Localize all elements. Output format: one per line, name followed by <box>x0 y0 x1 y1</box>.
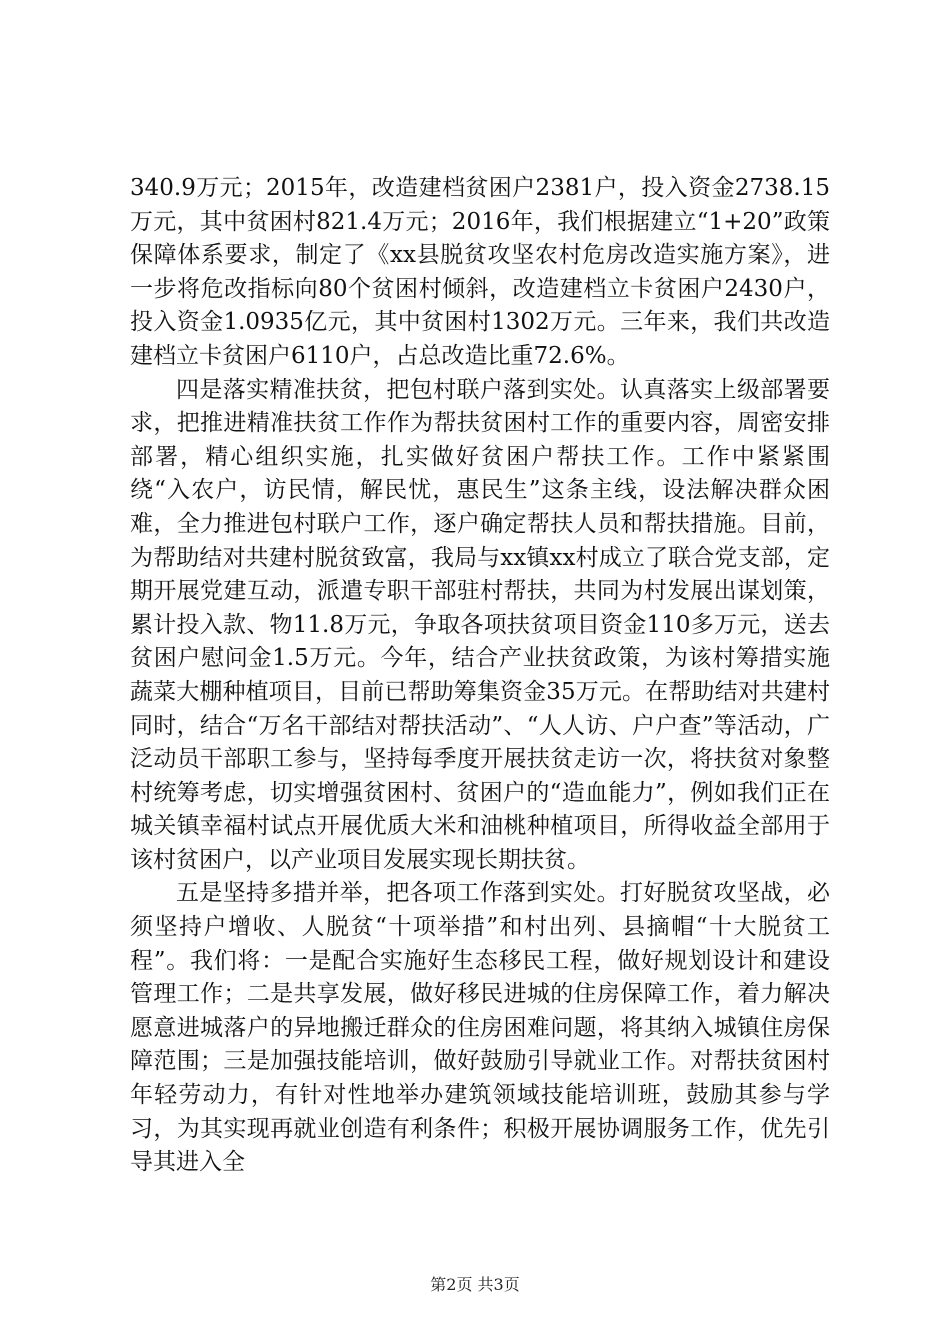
paragraph-precise-poverty-alleviation: 四是落实精准扶贫，把包村联户落到实处。认真落实上级部署要求，把推进精准扶贫工作作为帮扶贫困村工作的重要内容，周密安排部署，精心组织实施，扎实做好贫困户帮扶工作。工作中紧紧围绕“入农户，访民情，解民忧，惠民生”这条主线，设法解决群众困难，全力推进包村联户工作，逐户确定帮扶人员和帮扶措施。目前，为帮助结对共建村脱贫致富，我局与xx镇xx村成立了联合党支部，定期开展党建互动，派遣专职干部驻村帮扶，共同为村发展出谋划策，累计投入款、物11.8万元，争取各项扶贫项目资金110多万元，送去贫困户慰问金1.5万元。今年，结合产业扶贫政策，为该村筹措实施蔬菜大棚种植项目，目前已帮助筹集资金35万元。在帮助结对共建村同时，结合“万名干部结对帮扶活动”、“人人访、户户查”等活动，广泛动员干部职工参与，坚持每季度开展扶贫走访一次，将扶贫对象整村统筹考虑，切实增强贫困村、贫困户的“造血能力”，例如我们正在城关镇幸福村试点开展优质大米和油桃种植项目，所得收益全部用于该村贫困户，以产业项目发展实现长期扶贫。 <box>130 376 830 873</box>
page-footer <box>0 1272 950 1295</box>
paragraph-multiple-measures: 五是坚持多措并举，把各项工作落到实处。打好脱贫攻坚战，必须坚持户增收、人脱贫“十项举措”和村出列、县摘帽“十大脱贫工程”。我们将：一是配合实施好生态移民工程，做好规划设计和建设管理工作；二是共享发展，做好移民进城的住房保障工作，着力解决愿意进城落户的异地搬迁群众的住房困难问题，将其纳入城镇住房保障范围；三是加强技能培训，做好鼓励引导就业工作。对帮扶贫困村年轻劳动力，有针对性地举办建筑领域技能培训班，鼓励其参与学习，为其实现再就业创造有利条件；积极开展协调服务工作，优先引导其进入全 <box>130 880 830 1176</box>
paragraph-housing-renovation: 340.9万元；2015年，改造建档贫困户2381户，投入资金2738.15万元，其中贫困村821.4万元；2016年，我们根据建立“1+20”政策保障体系要求，制定了《xx县脱贫攻坚农村危房改造实施方案》，进一步将危改指标向80个贫困村倾斜，改造建档立卡贫困户2430户，投入资金1.0935亿元，其中贫困村1302万元。三年来，我们共改造建档立卡贫困户6110户，占总改造比重72.6%。 <box>130 175 830 369</box>
document-body <box>130 172 830 1180</box>
page-number-label: 第2页 共3页 <box>430 1275 520 1294</box>
